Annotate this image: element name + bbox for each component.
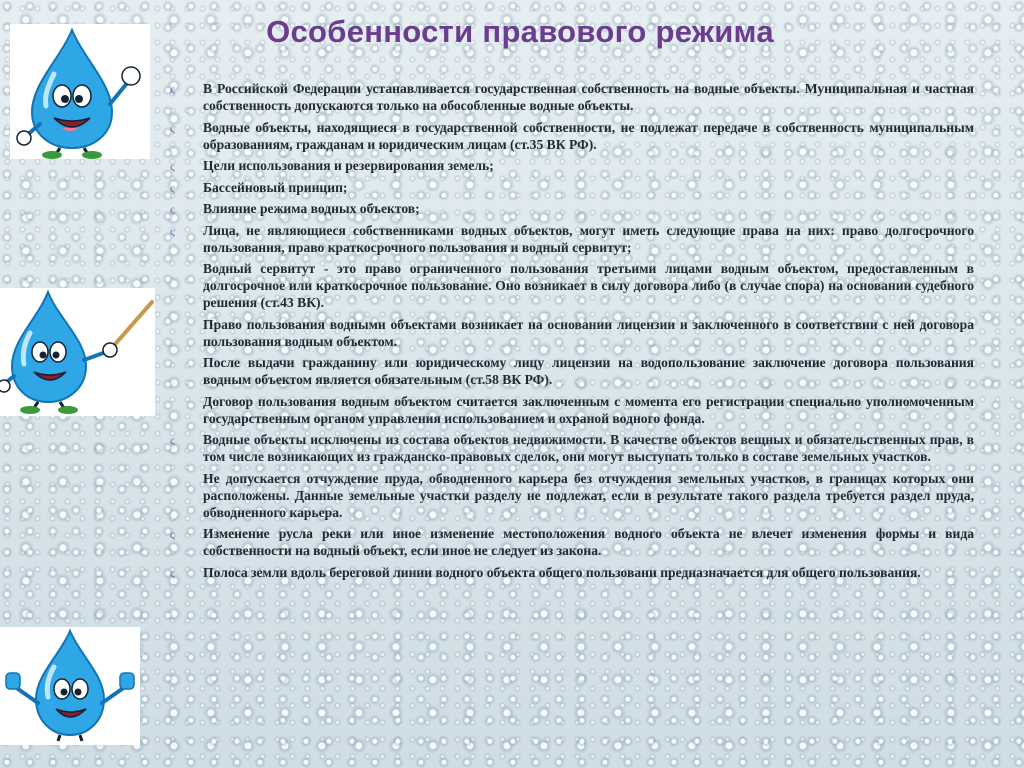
- slide-title: Особенности правового режима: [266, 14, 774, 49]
- item-text: Бассейновый принцип;: [203, 179, 348, 195]
- item-text: Цели использования и резервирования земель;: [203, 158, 494, 173]
- bullet-icon: ς: [170, 180, 175, 195]
- bullet-icon: ς: [170, 202, 175, 216]
- item-text: Договор пользования водным объектом считается заключенным с момента его регистрации специально уполномоченным государственным органом управления использованием и охраной водного фонда.: [203, 393, 974, 426]
- list-item: [170, 260, 974, 311]
- bullet-icon: ς: [170, 223, 175, 238]
- list-item: [170, 80, 974, 114]
- item-text: Не допускается отчуждение пруда, обводненного карьера без отчуждения земельных участков, в границах которых они расположены. Данные земельные участки разделу не подлежат, если в результате такого раздела требуется раздел пруда, обводненного карьера.: [203, 470, 974, 520]
- bullet-icon: ς: [170, 120, 175, 135]
- list-item: [170, 393, 974, 427]
- item-text: Лица, не являющиеся собственниками водных объектов, могут иметь следующие права на них: право долгосрочного пользования, право краткосрочного пользования и водный сервитут;: [203, 222, 974, 255]
- bullet-icon: ς: [170, 433, 175, 447]
- item-text: Полоса земли вдоль береговой линии водного объекта общего пользовани предназначается для общего пользования.: [203, 564, 921, 580]
- list-item: [170, 316, 974, 350]
- item-text: Влияние режима водных объектов;: [203, 201, 420, 216]
- list-item: [170, 222, 974, 256]
- water-drop-waving-icon: [10, 24, 150, 159]
- item-text: Водные объекты, находящиеся в государственной собственности, не подлежат передаче в собственность муниципальным образованиям, гражданам и юридическим лицам (ст.35 ВК РФ).: [203, 119, 974, 152]
- list-item: [170, 179, 974, 196]
- item-text: В Российской Федерации устанавливается государственная собственность на водные объекты. Муниципальная и частная собственность допускаются только на обособленные водные объекты.: [203, 81, 974, 113]
- bullet-icon: ς: [170, 527, 175, 541]
- water-drop-thumbs-up-icon: [0, 627, 140, 745]
- list-item: [170, 431, 974, 465]
- list-item: [170, 119, 974, 153]
- bullet-icon: ς: [170, 565, 175, 580]
- item-text: Водный сервитут - это право ограниченного пользования третьими лицами водным объектом, предоставленным в долгосрочное или краткосрочное пользование. Оно возникает в силу договора либо (в случае спора) на основании судебного решения (ст.43 ВК).: [203, 261, 974, 310]
- water-drop-pointer-icon: [0, 288, 155, 416]
- item-text: Право пользования водными объектами возникает на основании лицензии и заключенного в соответствии с ней договора пользования водным объектом.: [203, 316, 974, 349]
- content-list: [170, 80, 974, 585]
- item-text: Изменение русла реки или иное изменение местоположения водного объекта не влечет изменения формы и вида собственности на водный объект, если иное не следует из закона.: [203, 526, 974, 558]
- list-item: [170, 564, 974, 581]
- list-item: [170, 157, 974, 174]
- bullet-icon: ς: [170, 82, 175, 96]
- list-item: [170, 354, 974, 388]
- list-item: [170, 200, 974, 217]
- list-item: [170, 470, 974, 521]
- list-item: [170, 525, 974, 559]
- bullet-icon: ς: [170, 159, 175, 173]
- item-text: Водные объекты исключены из состава объектов недвижимости. В качестве объектов вещных и обязательственных прав, в том числе возникающих из гражданско-правовых сделок, они могут выступать только в составе земельных участков.: [203, 432, 974, 464]
- item-text: После выдачи гражданину или юридическому лицу лицензии на водопользование заключение договора пользования водным объектом является обязательным (ст.58 ВК РФ).: [203, 355, 974, 387]
